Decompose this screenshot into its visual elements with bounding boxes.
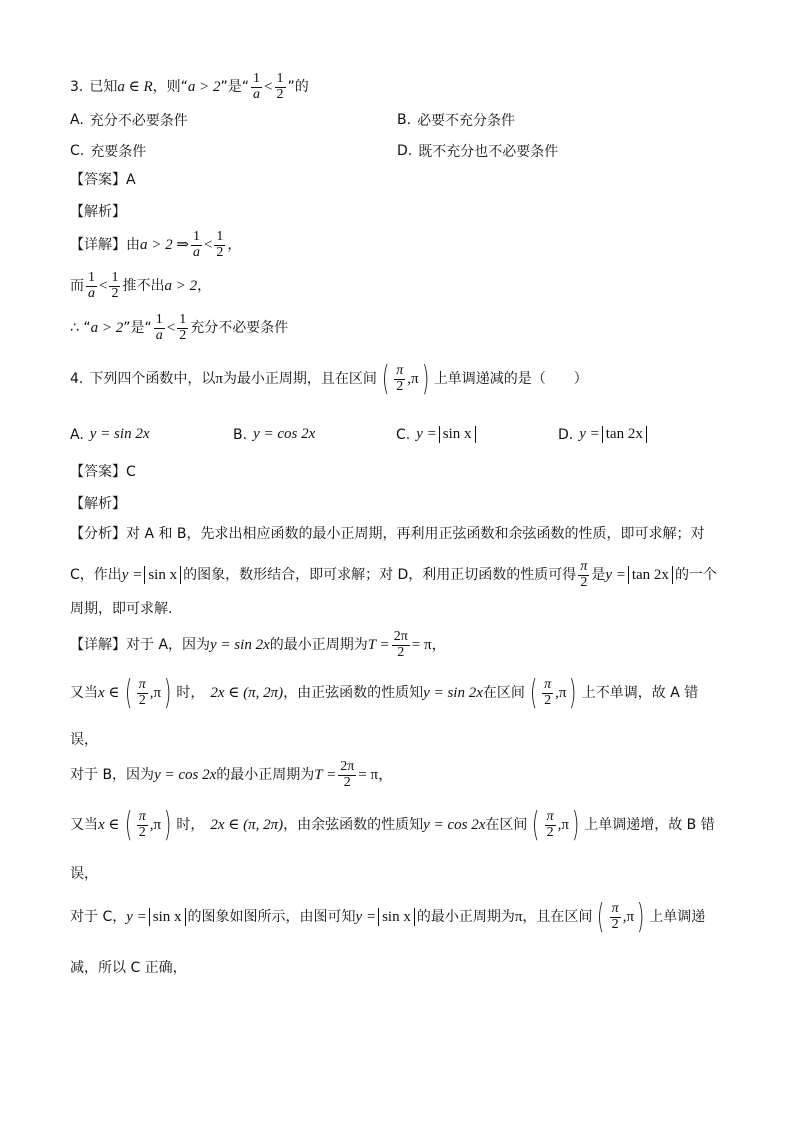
interval: ( $\frac{\pi}{2}$ ,π ) bbox=[529, 673, 577, 713]
interval: ( $\frac{\pi}{2}$ ,π ) bbox=[381, 359, 429, 399]
interval: ( $\frac{\pi}{2}$ ,π ) bbox=[124, 805, 172, 845]
q3-option-b: B. 必要不充分条件 bbox=[397, 112, 516, 129]
fraction: $\frac{2\pi}{2}$ bbox=[393, 629, 408, 660]
q4-option-c: C. y = sin x bbox=[396, 426, 478, 443]
q4-detail-line5: 又当 x ∈ ( $\frac{\pi}{2}$ ,π ) 时， 2x ∈ (π, 2π) ，由余弦函数的性质知 y = cos 2x 在区间 ( $\frac{\pi}{2}$ ,π ) 上单调递增，故 B 错 bbox=[70, 805, 715, 845]
fraction: $\frac{1}{2}$ bbox=[276, 71, 284, 102]
q4-option-d: D. y = tan 2x bbox=[558, 426, 649, 443]
q3-option-d: D. 既不充分也不必要条件 bbox=[397, 143, 559, 160]
q3-detail-line1: 【详解】 由 a > 2 ⇒ $\frac{1}{a}$ < $\frac{1}{2}$ ， bbox=[70, 229, 242, 260]
q3-option-c: C. 充要条件 bbox=[70, 143, 147, 160]
q4-detail-line4: 对于 B，因为 y = cos 2x 的最小正周期为 T = $\frac{2\pi}{2}$ = π， bbox=[70, 759, 394, 790]
q4-detail-line8: 减，所以 C 正确， bbox=[70, 960, 187, 976]
q4-detail-line1: 【详解】 对于 A，因为 y = sin 2x 的最小正周期为 T = $\frac{2\pi}{2}$ = π， bbox=[70, 629, 447, 660]
q3-detail-line2: 而 $\frac{1}{a}$ < $\frac{1}{2}$ 推不出 a > 2 ， bbox=[70, 270, 212, 301]
q4-fenxi-line2: C，作出 y = sin x 的图象，数形结合，即可求解；对 D，利用正切函数的性质可得 $\frac{\pi}{2}$ 是 y = tan 2x 的一个 bbox=[70, 559, 717, 590]
interval: ( $\frac{\pi}{2}$ ,π ) bbox=[597, 897, 645, 937]
q3-stem: 3. 已知 a ∈ R ，则“ a > 2 ”是“ $\frac{1}{a}$ < $\frac{1}{2}$ ”的 bbox=[70, 71, 309, 102]
q4-analysis-tag: 【解析】 bbox=[70, 496, 126, 512]
fraction: $\frac{1}{2}$ bbox=[179, 312, 187, 343]
fraction: $\frac{1}{2}$ bbox=[216, 229, 224, 260]
q4-option-b: B. y = cos 2x bbox=[233, 426, 316, 443]
q4-fenxi-line3: 周期，即可求解. bbox=[70, 601, 173, 617]
q4-detail-line6: 误， bbox=[70, 866, 98, 882]
fraction: $\frac{1}{2}$ bbox=[111, 270, 119, 301]
q4-stem: 4. 下列四个函数中，以 π 为最小正周期，且在区间 ( $\frac{\pi}{2}$ ,π ) 上单调递减的是（ ） bbox=[70, 359, 588, 399]
fraction: $\frac{1}{a}$ bbox=[192, 229, 200, 260]
q4-fenxi-line1: 【分析】 对 A 和 B，先求出相应函数的最小正周期，再利用正弦函数和余弦函数的性质，即可求解；对 bbox=[70, 526, 705, 542]
fraction: $\frac{1}{a}$ bbox=[155, 312, 163, 343]
q3-option-a: A. 充分不必要条件 bbox=[70, 112, 188, 129]
q4-detail-line2: 又当 x ∈ ( $\frac{\pi}{2}$ ,π ) 时， 2x ∈ (π, 2π) ，由正弦函数的性质知 y = sin 2x 在区间 ( $\frac{\pi}{2}$ ,π ) 上不单调，故 A 错 bbox=[70, 673, 699, 713]
q4-answer: 【答案】 C bbox=[70, 464, 136, 480]
q3-analysis-tag: 【解析】 bbox=[70, 204, 126, 220]
interval: ( $\frac{\pi}{2}$ ,π ) bbox=[124, 673, 172, 713]
q3-detail-line3: ∴ “ a > 2 ”是“ $\frac{1}{a}$ < $\frac{1}{2}$ 充分不必要条件 bbox=[70, 312, 289, 343]
q4-detail-line7: 对于 C， y = sin x 的图象如图所示，由图可知 y = sin x 的最小正周期为 π ，且在区间 ( $\frac{\pi}{2}$ ,π ) 上单调递 bbox=[70, 897, 706, 937]
interval: ( $\frac{\pi}{2}$ ,π ) bbox=[532, 805, 580, 845]
fraction: $\frac{2\pi}{2}$ bbox=[340, 759, 355, 790]
fraction: $\frac{1}{a}$ bbox=[88, 270, 95, 301]
fraction: $\frac{\pi}{2}$ bbox=[580, 559, 588, 590]
q4-option-a: A. y = sin 2x bbox=[70, 426, 150, 443]
fraction: $\frac{1}{a}$ bbox=[253, 71, 261, 102]
q4-detail-line3: 误， bbox=[70, 732, 98, 748]
q3-answer: 【答案】 A bbox=[70, 172, 136, 188]
